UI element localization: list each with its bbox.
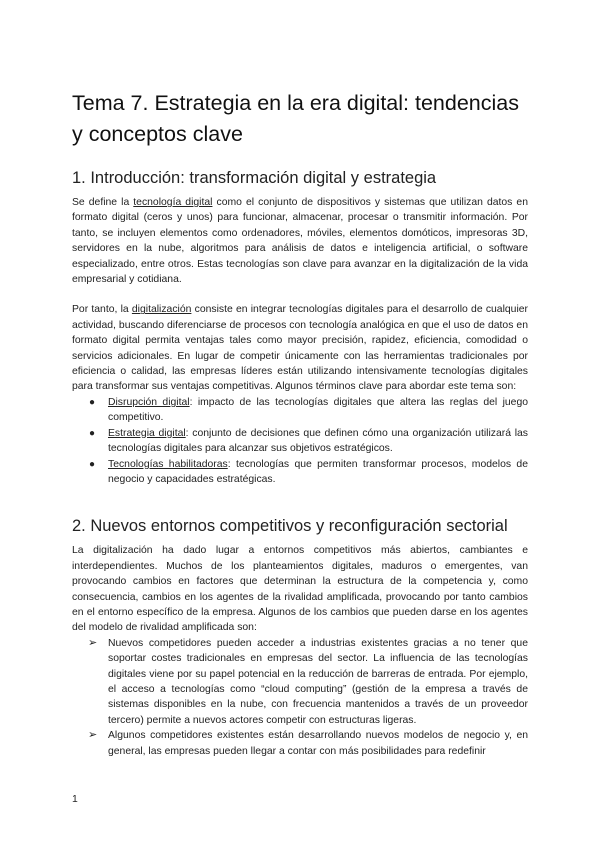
term-tecnologias-habilitadoras: Tecnologías habilitadoras	[108, 458, 228, 470]
page-number: 1	[72, 794, 78, 805]
section-2	[72, 515, 528, 759]
text-run: consiste en integrar tecnologías digitales para el desarrollo de cualquier actividad, buscando diferenciarse de procesos con tecnología analógica en que el uso de datos en formato digital permita ventajas tales como mayor precisión, rapidez, eficiencia, comodidad o servicios adicionales. En lugar de competir únicamente con las herramientas tradicionales por eficiencia o calidad, las empresas líderes están utilizando intensivamente tecnologías digitales para transformar sus ventajas competitivas. Algunos términos clave para abordar este tema son:	[72, 304, 528, 393]
bullet-icon: ●	[89, 427, 96, 439]
document-title: Tema 7. Estrategia en la era digital: tendencias y conceptos clave	[72, 91, 519, 146]
term-estrategia-digital: Estrategia digital	[108, 427, 186, 439]
text-run: Algunos competidores existentes están desarrollando nuevos modelos de negocio y, en general, las empresas pueden llegar a contar con más posibilidades para redefinir	[108, 730, 528, 757]
text-run: Por tanto, la	[72, 304, 132, 316]
term-disrupcion-digital: Disrupción digital	[108, 396, 190, 408]
arrow-bullet-icon: ➢	[88, 636, 98, 649]
text-run: : conjunto de decisiones que definen cómo una organización utilizará las tecnologías digitales para alcanzar sus objetivos estratégicos.	[108, 427, 528, 455]
term-digitalizacion: digitalización	[131, 304, 192, 316]
bullet-icon: ●	[89, 458, 96, 470]
text-run: : impacto de las tecnologías digitales que altera las reglas del juego competitivo.	[108, 396, 528, 424]
section-1-heading: 1. Introducción: transformación digital y estrategia	[72, 169, 437, 187]
list-item	[72, 395, 528, 426]
text-run: Nuevos competidores pueden acceder a industrias existentes gracias a no tener que soportar costes tradicionales en empresas del sector. La influencia de las tecnologías digitales viene por su papel potencial en la reducción de barreras de entrada. Por ejemplo, el acceso a tecnologías como “cloud computing” (gestión de la empresa a través de sistemas disponibles en la nube, con frecuencia mantenidos a través de un proveedor tercero) permite a nuevos actores competir con estructuras ligeras.	[108, 637, 528, 726]
document-page	[72, 88, 528, 759]
section-2-paragraph-1: La digitalización ha dado lugar a entornos competitivos más abiertos, cambiantes e interdependientes. Muchos de los planteamientos digitales, maduros o emergentes, van provocando cambios en factores que determinan la estructura de la competencia y, como consecuencia, cambios en los agentes de la rivalidad amplificada, provocando por tanto cambios en el entorno específico de la empresa. Algunos de los cambios que pueden darse en los agentes del modelo de rivalidad amplificada son:	[72, 545, 528, 634]
text-run: como el conjunto de dispositivos y sistemas que utilizan datos en formato digital (ceros y unos) para funcionar, almacenar, procesar o transmitir información. Por tanto, se incluyen elementos como ordenadores, móviles, elementos domóticos, impresoras 3D, servidores en la nube, algoritmos para análisis de datos e inteligencia artificial, o software especializado, entre otros. Estas tecnologías son clave para avanzar en la digitalización de la vida empresarial y cotidiana.	[72, 197, 528, 286]
list-item	[72, 457, 528, 488]
text-run: Se define la	[72, 197, 134, 208]
key-terms-list	[72, 395, 528, 487]
list-item	[72, 426, 528, 457]
section-2-heading: 2. Nuevos entornos competitivos y reconfiguración sectorial	[72, 517, 508, 536]
list-item	[72, 636, 528, 728]
list-item	[72, 728, 528, 759]
section-1-paragraph-2	[72, 302, 528, 394]
arrow-bullet-icon: ➢	[88, 729, 98, 742]
text-run: : tecnologías que permiten transformar procesos, modelos de negocio y capacidades estratégicas.	[108, 458, 528, 485]
section-1-paragraph-1	[72, 195, 528, 287]
bullet-icon: ●	[89, 396, 96, 408]
term-tecnologia-digital: tecnología digital	[133, 197, 213, 208]
rivalry-changes-list	[72, 636, 528, 759]
